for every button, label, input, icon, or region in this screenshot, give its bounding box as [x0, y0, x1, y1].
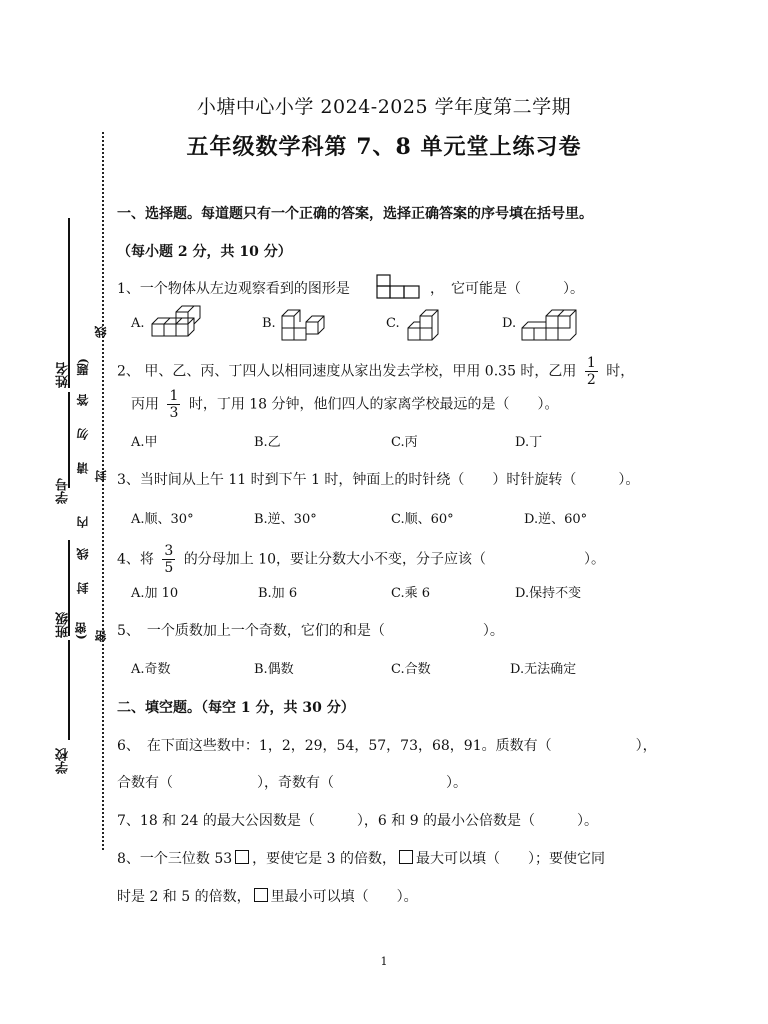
q8-text-c: 最大可以填（ ）；要使它同	[415, 851, 605, 867]
section1-scoring: （每小题 2 分，共 10 分）	[117, 244, 292, 260]
q8-line2-text-b: 里最小可以填（ ）。	[270, 889, 418, 905]
seal-text-5: 勿	[76, 428, 90, 440]
q2-text-d: 时，丁用 18 分钟，他们四人的家离学校最远的是（ ）。	[188, 396, 559, 413]
q4-line	[117, 543, 605, 576]
q8-text-a: 8、一个三位数 53	[117, 851, 233, 867]
q5-option-c: C.合数	[391, 662, 431, 677]
section2-title: 二、填空题。（每空 1 分，共 30 分）	[117, 700, 355, 716]
q8-line2-text-a: 时是 2 和 5 的倍数，	[117, 889, 251, 905]
q2-line2	[131, 388, 559, 421]
student-number-field-label: 学号	[56, 478, 71, 504]
q4-fraction-three-fifths	[162, 543, 175, 576]
q2-frac1-numerator: 1	[586, 355, 596, 371]
seal-text-2: 线	[76, 548, 90, 560]
q2-frac1-denominator: 2	[586, 372, 596, 388]
exam-school-title: 小塘中心小学 2024-2025 学年度第二学期	[196, 96, 572, 118]
q2-option-b: B.乙	[254, 435, 281, 450]
q7-text: 7、18 和 24 的最大公因数是（ ），6 和 9 的最小公倍数是（ ）。	[117, 813, 599, 829]
page-number: 1	[380, 955, 388, 968]
seal-text-1: 封	[76, 582, 90, 594]
q2-fraction-one-third	[167, 388, 180, 421]
q3-option-c: C.顺、60°	[391, 512, 454, 527]
q4-option-b: B.加 6	[258, 586, 298, 601]
q8-blank-box-icon	[399, 850, 413, 864]
q5-option-b: B.偶数	[254, 662, 294, 677]
q2-option-c: C.丙	[391, 435, 418, 450]
q3-option-b: B.逆、30°	[254, 512, 317, 527]
q4-text-b: 的分母加上 10，要让分数大小不变，分子应该（ ）。	[183, 551, 606, 568]
q4-frac-numerator: 3	[164, 543, 174, 559]
seal-word-line: 线	[94, 326, 108, 338]
q1-option-c-label: C.	[386, 316, 400, 331]
q1-left-view-figure	[376, 274, 426, 300]
q1-option-a-cubes	[150, 304, 204, 340]
q8-blank-box-icon	[254, 888, 268, 902]
q8-blank-box-icon	[235, 850, 249, 864]
q1-option-a-label: A.	[131, 316, 145, 331]
seal-text-0: (密	[74, 622, 88, 640]
seal-text-4: 请	[76, 462, 90, 474]
q3-option-a: A.顺、30°	[131, 512, 194, 527]
q4-option-d: D.保持不变	[515, 586, 582, 601]
q1-option-d-label: D.	[502, 316, 517, 331]
q1-text-b: ， 它可能是（ ）。	[430, 281, 584, 297]
school-field-label: 学校	[56, 748, 71, 774]
q4-frac-denominator: 5	[164, 560, 174, 576]
q8-line1	[117, 848, 605, 868]
q5-option-d: D.无法确定	[510, 662, 577, 677]
q2-option-d: D.丁	[515, 435, 543, 450]
q2-option-a: A.甲	[131, 435, 158, 450]
q1-text-a: 1、一个物体从左边观察看到的图形是	[117, 281, 350, 297]
class-field-label: 班级	[56, 612, 71, 638]
q1-option-d-cubes	[520, 304, 578, 342]
seal-text-3: 内	[76, 516, 90, 528]
q2-text-c: 丙用	[131, 396, 159, 413]
q2-frac2-denominator: 3	[169, 405, 179, 421]
q2-fraction-one-half	[585, 355, 598, 388]
q8-line2	[117, 886, 418, 906]
school-field-line	[68, 640, 70, 740]
q1-option-b-label: B.	[262, 316, 276, 331]
q2-line1	[117, 355, 634, 388]
seal-word-close: 密	[94, 630, 108, 642]
section1-title: 一、选择题。每道题只有一个正确的答案，选择正确答案的序号填在括号里。	[117, 206, 593, 222]
binding-dotted-line	[102, 132, 104, 850]
q3-text: 3、当时间从上午 11 时到下午 1 时，钟面上的时针绕（ ）时针旋转（ ）。	[117, 472, 640, 488]
q4-text-a: 4、将	[117, 551, 154, 568]
q1-option-c-cubes	[404, 304, 448, 342]
q2-text-b: 时，	[606, 363, 635, 380]
q6-line2: 合数有（ ），奇数有（ ）。	[117, 775, 467, 791]
q4-option-a: A.加 10	[131, 586, 179, 601]
exam-subject-title: 五年级数学科第 7、8 单元堂上练习卷	[186, 134, 582, 160]
q4-option-c: C.乘 6	[391, 586, 431, 601]
q2-text-a: 2、 甲、乙、丙、丁四人以相同速度从家出发去学校，甲用 0.35 时，乙用	[117, 363, 577, 380]
q5-text: 5、 一个质数加上一个奇数，它们的和是（ ）。	[117, 623, 504, 639]
q3-option-d: D.逆、60°	[524, 512, 588, 527]
number-field-line	[68, 392, 70, 488]
seal-text-7: 题)	[76, 358, 90, 376]
seal-word-seal: 封	[94, 470, 108, 482]
q2-frac2-numerator: 1	[169, 388, 179, 404]
q8-text-b: ，要使它是 3 的倍数，	[252, 851, 396, 867]
seal-text-6: 答	[76, 394, 90, 406]
q1-option-b-cubes	[280, 304, 328, 342]
q5-option-a: A.奇数	[131, 662, 171, 677]
name-field-label: 姓名	[56, 362, 71, 388]
q6-line1: 6、 在下面这些数中：1，2，29，54，57，73，68，91。质数有（ ），	[117, 738, 657, 754]
